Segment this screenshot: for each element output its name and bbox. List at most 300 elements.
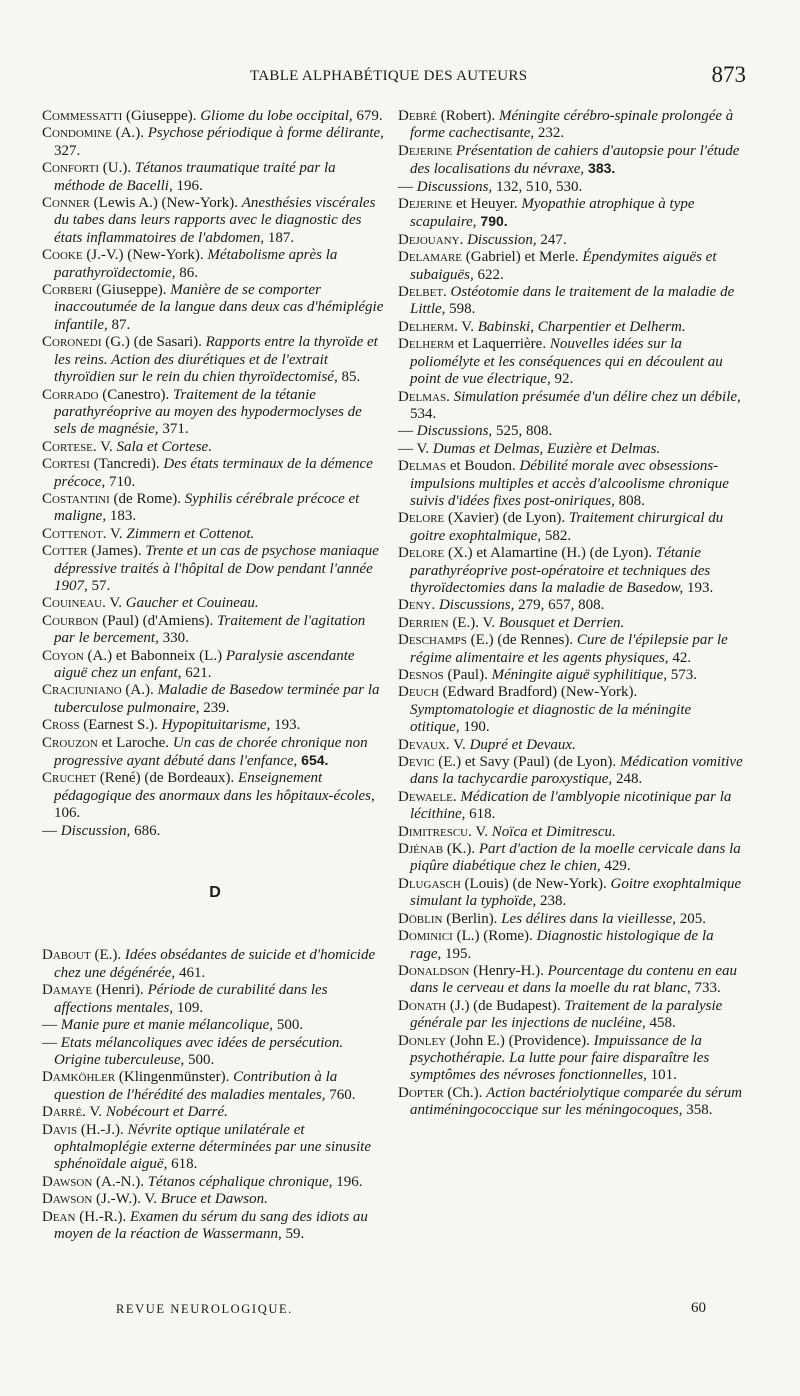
index-entry <box>398 1085 744 1120</box>
entry-author: Debré <box>398 108 437 124</box>
entry-pages: 534. <box>410 405 437 422</box>
entry-title: Myopathie atrophique à type scapulaire, <box>410 196 695 231</box>
entry-pages: 790. <box>476 213 508 230</box>
entry-pages: 195. <box>441 945 472 962</box>
index-entry <box>398 545 744 597</box>
index-entry <box>42 1191 388 1208</box>
entry-title: Discussion, <box>467 231 537 248</box>
entry-title: Rapports entre la thyroïde et les reins. Action des diurétiques et de l'extrait thyroïdien sur le rein du chien thyroïdectomisé, <box>54 334 378 386</box>
index-entry <box>398 998 744 1033</box>
entry-title: Bruce et Dawson. <box>160 1191 268 1208</box>
entry-detail: — <box>42 822 61 839</box>
entry-detail: . V. <box>102 595 126 612</box>
entry-author: Deschamps <box>398 632 467 649</box>
entry-title: Zimmern et Cottenot. <box>126 525 255 542</box>
entry-author: Deuch <box>398 684 439 701</box>
entry-detail: (J.-V.) (New-York). <box>82 247 208 264</box>
entry-detail: (Gabriel) et Merle. <box>462 249 583 266</box>
entry-detail: (Henri). <box>92 982 148 999</box>
index-entry <box>42 613 388 648</box>
entry-detail: (Henry-H.). <box>469 962 548 979</box>
entry-author: Delamare <box>398 249 462 266</box>
index-entry <box>398 249 744 284</box>
entry-title: Traitement de la paralysie générale par les injections de nucléine, <box>410 997 723 1032</box>
index-entry <box>398 911 744 928</box>
entry-detail: (E.). V. <box>448 614 499 631</box>
index-entry <box>398 737 744 754</box>
index-entry <box>42 735 388 771</box>
index-entry <box>398 597 744 614</box>
entry-title: Discussions, <box>438 597 515 614</box>
entry-title: Traitement de l'agitation par le bercement, <box>54 612 366 647</box>
entry-detail: (A.) et Babonneix (L.) <box>83 647 226 664</box>
entry-title: Discussions, <box>416 423 493 440</box>
entry-detail: (E.). <box>90 947 125 964</box>
entry-author: Conner <box>42 195 90 212</box>
entry-author: Delherm <box>398 318 455 335</box>
entry-detail: (Lewis A.) (New-York). <box>89 195 242 212</box>
index-entry <box>42 770 388 822</box>
entry-pages: 582. <box>541 527 572 544</box>
entry-pages: 622. <box>473 266 504 283</box>
entry-author: Dejerine <box>398 142 453 159</box>
index-entry <box>398 389 744 424</box>
section-letter: D <box>209 884 221 902</box>
entry-detail: et Laquerrière. <box>454 336 550 353</box>
entry-detail: — V. <box>398 440 433 457</box>
index-entry <box>42 108 388 125</box>
index-entry <box>398 789 744 824</box>
entry-detail: (Giuseppe). <box>92 282 171 299</box>
entry-pages: 371. <box>158 421 189 438</box>
entry-title: Tétanos céphalique chronique, <box>147 1173 333 1190</box>
entry-author: Donaldson <box>398 962 470 979</box>
index-entry <box>42 1174 388 1191</box>
index-entry <box>398 441 744 458</box>
entry-title: Psychose périodique à forme délirante, <box>147 125 384 142</box>
index-entry <box>42 1017 388 1034</box>
entry-author: Dlugasch <box>398 875 461 892</box>
entry-title: Ostéotomie dans le traitement de la maladie de Little, <box>410 284 735 318</box>
index-entry <box>42 1122 388 1174</box>
entry-title: Traitement chirurgical du goitre exophtalmique, <box>410 510 724 544</box>
entry-detail: (X.) et Alamartine (H.) (de Lyon). <box>444 545 656 562</box>
entry-title: Médication de l'amblyopie nicotinique par la lécithine, <box>410 788 732 823</box>
entry-pages: 205. <box>676 910 707 927</box>
index-entry <box>42 456 388 491</box>
entry-title: Paralysie ascendante aiguë chez un enfant, <box>54 647 355 681</box>
entry-detail: (Xavier) (de Lyon). <box>444 510 569 527</box>
index-entry <box>42 1209 388 1244</box>
index-entry <box>398 510 744 545</box>
entry-author: Dejouany <box>398 231 460 248</box>
entry-author: Devic <box>398 754 435 771</box>
entry-pages: 193. <box>683 579 714 596</box>
entry-title: Épendymites aiguës et subaiguës, <box>410 249 717 283</box>
entry-author: Corberi <box>42 282 93 299</box>
entry-author: Dejerine <box>398 196 453 213</box>
entry-pages: 679. <box>352 108 383 124</box>
entry-pages: 330. <box>158 630 189 647</box>
index-entry <box>42 1069 388 1104</box>
entry-pages: 59. <box>281 1225 305 1242</box>
entry-title: Nouvelles idées sur la poliomélyte et les conséquences qui en découlent au point de vue électrique, <box>410 336 723 388</box>
entry-title: Dupré et Devaux. <box>469 736 576 753</box>
entry-title: Médication vomitive dans la tachycardie paroxystique, <box>410 754 743 788</box>
entry-detail: (Berlin). <box>442 910 502 927</box>
entry-author: Devaux <box>398 736 446 753</box>
entry-title: Tétanie parathyréoprive post-opératoire et techniques des thyroïdectomies dans la maladie de Basedow, <box>410 545 711 596</box>
entry-pages: 327. <box>54 142 81 159</box>
entry-author: Dabout <box>42 947 91 964</box>
entry-pages: 458. <box>645 1015 676 1032</box>
entry-pages: 429. <box>600 858 631 875</box>
index-entry <box>42 160 388 195</box>
entry-pages: 808. <box>614 492 645 509</box>
entry-pages: 500. <box>273 1017 304 1034</box>
index-entry <box>398 754 744 789</box>
journal-name: REVUE NEUROLOGIQUE. <box>116 1302 293 1316</box>
entry-pages: 92. <box>550 371 574 388</box>
index-entry <box>42 1035 388 1070</box>
entry-pages: 710. <box>105 473 136 490</box>
entry-detail: (Robert). <box>436 108 500 124</box>
entry-detail: (E.) (de Rennes). <box>466 632 577 649</box>
entry-detail: . V. <box>445 736 470 753</box>
entry-title: Action bactériolytique comparée du sérum antiméningococcique sur les méningocoques, <box>410 1084 742 1119</box>
entry-author: Dominici <box>398 928 453 945</box>
entry-detail: (Paul) (d'Amiens). <box>98 612 217 629</box>
entry-title: Hypopituitarisme, <box>161 717 271 734</box>
index-entry <box>398 632 744 667</box>
entry-title: Contribution à la question de l'hérédité des maladies mentales, <box>54 1069 338 1103</box>
entry-author: Dewaele <box>398 788 453 805</box>
entry-detail: . <box>452 788 461 805</box>
entry-detail: . V. <box>92 438 117 455</box>
entry-pages: 239. <box>199 699 230 716</box>
entry-pages: 196. <box>172 177 203 194</box>
entry-pages: 383. <box>584 160 616 177</box>
entry-title: Diagnostic histologique de la rage, <box>410 928 714 962</box>
index-entry <box>42 439 388 456</box>
entry-title: Examen du sérum du sang des idiots au moyen de la réaction de Wassermann, <box>54 1208 368 1242</box>
entry-detail: . <box>459 231 468 248</box>
index-entry <box>42 387 388 439</box>
index-entry <box>42 195 388 247</box>
entry-title: Sala et Cortese. <box>116 438 212 455</box>
entry-pages: 87. <box>107 316 131 333</box>
entry-detail: (Ch.). <box>443 1084 487 1101</box>
index-entry <box>398 876 744 911</box>
entry-title: Babinski, Charpentier et Delherm. <box>477 318 686 335</box>
index-entry <box>398 963 744 998</box>
entry-detail: (A.). <box>111 125 148 142</box>
page-header <box>40 62 746 92</box>
entry-detail: . V. <box>454 318 478 335</box>
index-entry <box>398 824 744 841</box>
entry-pages: 190. <box>459 719 490 736</box>
entry-author: Corrado <box>42 386 99 403</box>
index-entry <box>42 717 388 734</box>
entry-pages: 42. <box>668 649 692 666</box>
entry-author: Damköhler <box>42 1069 116 1086</box>
entry-detail: (Edward Bradford) (New-York). <box>438 684 638 701</box>
entry-title: Manière de se comporter inaccoutumée de la langue dans deux cas d'hémiplégie infantile, <box>54 282 384 333</box>
entry-title: Névrite optique unilatérale et ophtalmoplégie externe déterminées par une sinusite sphénoïdale aiguë, <box>54 1121 372 1173</box>
entry-title: Simulation présumée d'un délire chez un débile, <box>453 388 741 405</box>
running-title: TABLE ALPHABÉTIQUE DES AUTEURS <box>250 68 528 84</box>
entry-author: Coyon <box>42 647 84 664</box>
entry-pages: 618. <box>167 1156 198 1173</box>
page-footer <box>40 1300 746 1320</box>
entry-detail: (de Rome). <box>109 490 185 507</box>
entry-detail: (L.) (Rome). <box>452 928 537 945</box>
entry-title: Tétanos traumatique traité par la méthode de Bacelli, <box>54 160 336 194</box>
entry-pages: 248. <box>612 771 643 788</box>
index-entry <box>42 543 388 595</box>
index-entry <box>398 336 744 388</box>
entry-author: Donley <box>398 1032 447 1049</box>
entry-pages: 193. <box>270 717 301 734</box>
entry-author: Cruchet <box>42 770 97 787</box>
entry-detail: . V. <box>82 1104 106 1121</box>
entry-pages: 525, 808. <box>492 423 553 440</box>
index-entry <box>42 1104 388 1121</box>
entry-detail: — <box>42 1034 61 1051</box>
entry-detail: (A.). <box>121 682 158 699</box>
entry-title: Des états terminaux de la démence précoce, <box>54 456 373 490</box>
index-entry <box>398 458 744 510</box>
index-entry <box>398 143 744 179</box>
entry-title: Enseignement pédagogique des anormaux dans les hôpitaux-écoles, <box>54 770 375 804</box>
entry-author: Cross <box>42 717 80 734</box>
entry-detail: . <box>431 597 439 614</box>
entry-author: Delore <box>398 545 445 562</box>
entry-pages: 358. <box>682 1102 713 1119</box>
entry-detail: et Heuyer. <box>452 196 522 213</box>
entry-detail: (Giuseppe). <box>122 108 201 124</box>
entry-pages: 183. <box>106 508 137 525</box>
index-entry <box>398 108 744 143</box>
entry-author: Dawson <box>42 1173 93 1190</box>
entries-c <box>42 108 388 840</box>
entry-author: Commessatti <box>42 108 123 124</box>
entry-author: Djénab <box>398 841 444 858</box>
index-entry <box>398 423 744 440</box>
entry-title: Etats mélancoliques avec idées de persécution. Origine tuberculeuse, <box>54 1034 344 1068</box>
entry-detail: . <box>446 388 454 405</box>
entry-detail: — <box>42 1017 61 1034</box>
entry-detail: (Canestro). <box>98 386 174 403</box>
entry-pages: 238. <box>536 893 567 910</box>
entry-pages: 247. <box>536 231 567 248</box>
right-column <box>398 108 744 1120</box>
entry-author: Cortesi <box>42 456 90 473</box>
entry-pages: 187. <box>264 229 295 246</box>
entry-pages: 760. <box>325 1086 356 1103</box>
entry-title: Manie pure et manie mélancolique, <box>60 1017 274 1034</box>
entry-author: Delbet <box>398 284 444 301</box>
entry-pages: 500. <box>184 1051 215 1068</box>
entry-detail: et Laroche. <box>97 734 173 751</box>
entry-author: Delmas <box>398 388 447 405</box>
entry-pages: 733. <box>690 980 721 997</box>
entry-title: Les délires dans la vieillesse, <box>501 910 677 927</box>
entry-author: Cotter <box>42 543 88 560</box>
index-entry <box>42 526 388 543</box>
entry-detail: (J.) (de Budapest). <box>446 997 565 1014</box>
entry-detail: (John E.) (Providence). <box>446 1032 594 1049</box>
index-entry <box>42 648 388 683</box>
entry-detail: (A.-N.). <box>92 1173 148 1190</box>
entry-pages: 654. <box>297 752 329 769</box>
entry-title: Syphilis cérébrale précoce et maligne, <box>54 490 360 525</box>
left-column <box>42 108 388 1243</box>
index-entry <box>398 196 744 232</box>
entry-detail: (James). <box>87 543 146 560</box>
entry-pages: 109. <box>173 999 204 1016</box>
entry-author: Cottenot <box>42 525 103 542</box>
entry-detail: (René) (de Bordeaux). <box>96 770 239 787</box>
entry-title: Discussions, <box>416 178 493 195</box>
entry-pages: 86. <box>175 264 199 281</box>
index-entry <box>42 682 388 717</box>
entry-pages: 132, 510, 530. <box>492 178 583 195</box>
entry-title: Pourcentage du contenu en eau dans le cerveau et dans la moelle du rat blanc, <box>410 962 738 997</box>
entry-title: Symptomatologie et diagnostic de la méningite otitique, <box>410 701 692 736</box>
entry-title: Bousquet et Derrien. <box>498 614 625 631</box>
entry-detail: (K.). <box>443 841 479 858</box>
entry-pages: 621. <box>181 665 212 681</box>
entry-detail: (Louis) (de New-York). <box>460 875 611 892</box>
entry-detail: — <box>398 423 417 440</box>
entries-d-right <box>398 108 744 1120</box>
entry-title: Traitement de la tétanie parathyréoprive au moyen des hypodermoclyses de sels de magnésie, <box>54 386 362 438</box>
entry-author: Darré <box>42 1104 83 1121</box>
entry-detail: . V. <box>468 823 492 840</box>
entry-detail: (Tancredi). <box>89 456 164 473</box>
entry-author: Döblin <box>398 910 443 927</box>
entry-detail: (G.) (de Sasari). <box>101 334 206 351</box>
entry-title: Dumas et Delmas, Euzière et Delmas. <box>432 440 661 457</box>
entry-author: Davis <box>42 1121 78 1138</box>
entry-title: Idées obsédantes de suicide et d'homicide chez une dégénérée, <box>54 947 376 981</box>
entry-pages: 85. <box>337 369 361 386</box>
entry-pages: 232. <box>534 125 565 142</box>
entry-author: Conforti <box>42 160 100 177</box>
index-entry <box>398 928 744 963</box>
entry-author: Dopter <box>398 1084 444 1101</box>
entry-author: Craciuniano <box>42 682 122 699</box>
index-entry <box>398 232 744 249</box>
entry-pages: 101. <box>646 1067 677 1084</box>
index-entry <box>398 1033 744 1085</box>
entry-title: Un cas de chorée chronique non progressive ayant débuté dans l'enfance, <box>54 734 368 770</box>
entry-detail: (Earnest S.). <box>79 717 162 734</box>
index-entry <box>42 595 388 612</box>
entry-author: Coronedi <box>42 334 102 351</box>
entry-author: Delmas <box>398 458 447 475</box>
index-entry <box>42 247 388 282</box>
entry-author: Dimitrescu <box>398 823 469 840</box>
entry-detail: (Klingenmünster). <box>115 1069 234 1086</box>
index-entry <box>398 319 744 336</box>
entry-title: Métabolisme après la parathyroïdectomie, <box>54 247 338 281</box>
entry-author: Dean <box>42 1208 76 1225</box>
index-entry <box>398 667 744 684</box>
entry-author: Delherm <box>398 336 455 353</box>
entry-author: Crouzon <box>42 734 98 751</box>
entry-detail: (E.) et Savy (Paul) (de Lyon). <box>434 754 620 771</box>
entries-d-left <box>42 947 388 1243</box>
entry-title: Noïca et Dimitrescu. <box>491 823 616 840</box>
page-number: 873 <box>711 62 746 87</box>
entry-title: Méningite cérébro-spinale prolongée à forme cachectisante, <box>410 108 734 142</box>
entry-title: Nobécourt et Darré. <box>105 1104 228 1121</box>
entry-author: Courbon <box>42 612 99 629</box>
entry-pages: 279, 657, 808. <box>514 597 605 614</box>
entry-title: Trente et un cas de psychose maniaque dépressive traités à l'hôpital de Dow pendant l'année 1907, <box>54 543 379 594</box>
entry-title: Gliome du lobe occipital, <box>200 108 353 124</box>
entry-detail: . V. <box>102 525 127 542</box>
entry-title: Méningite aiguë syphilitique, <box>491 667 667 683</box>
entry-title: Débilité morale avec obsessions-impulsions multiples et accès d'alcoolisme chronique suivis d'idées fixes post-oniriques, <box>410 458 729 509</box>
sheet-signature: 60 <box>691 1300 706 1316</box>
entry-author: Derrien <box>398 614 449 631</box>
entry-pages: 196. <box>332 1173 363 1190</box>
entry-detail: (U.). <box>99 160 135 177</box>
entry-detail: et Boudon. <box>446 458 520 475</box>
entry-title: Anesthésies viscérales du tabes dans leurs rapports avec le diagnostic des états inflammatoires de l'abdomen, <box>54 195 376 246</box>
index-entry <box>398 179 744 196</box>
entry-author: Cooke <box>42 247 83 264</box>
entry-title: Présentation de cahiers d'autopsie pour l'étude des localisations du névraxe, <box>410 142 740 178</box>
index-entry <box>42 947 388 982</box>
entry-title: Part d'action de la moelle cervicale dans la piqûre diabétique chez le chien, <box>410 841 741 875</box>
index-entry <box>42 982 388 1017</box>
entry-pages: 57. <box>87 577 111 594</box>
entry-pages: 461. <box>175 964 206 981</box>
entry-detail: (H.-R.). <box>75 1208 131 1225</box>
index-entry <box>42 125 388 160</box>
index-entry <box>398 841 744 876</box>
entry-title: Maladie de Basedow terminée par la tuberculose pulmonaire, <box>54 682 380 716</box>
index-entry <box>42 334 388 386</box>
entry-author: Couineau <box>42 595 103 612</box>
index-entry <box>42 282 388 334</box>
entry-title: Période de curabilité dans les affections mentales, <box>54 982 328 1016</box>
entry-detail: (H.-J.). <box>77 1121 128 1138</box>
entry-author: Condomine <box>42 125 112 142</box>
entry-author: Donath <box>398 997 447 1014</box>
entry-title: Goitre exophtalmique simulant la typhoïde, <box>410 875 742 910</box>
entry-title: Impuissance de la psychothérapie. La lutte pour faire disparaître les symptômes des névroses fonctionnelles, <box>410 1032 710 1084</box>
index-entry <box>42 491 388 526</box>
entry-detail: . <box>443 284 451 301</box>
index-entry <box>398 684 744 736</box>
entry-author: Dawson <box>42 1191 93 1208</box>
entry-author: Delore <box>398 510 445 527</box>
entry-pages: 573. <box>667 667 697 683</box>
entry-title: Cure de l'épilepsie par le régime alimentaire et les agents physiques, <box>410 632 728 666</box>
entry-pages: 686. <box>130 822 161 839</box>
entry-title: Discussion, <box>60 822 131 839</box>
entry-pages: 598. <box>445 301 476 318</box>
entry-detail: — <box>398 178 417 195</box>
entry-title: Gaucher et Couineau. <box>125 595 259 612</box>
index-entry <box>42 823 388 840</box>
entry-detail: (Paul). <box>443 667 492 683</box>
